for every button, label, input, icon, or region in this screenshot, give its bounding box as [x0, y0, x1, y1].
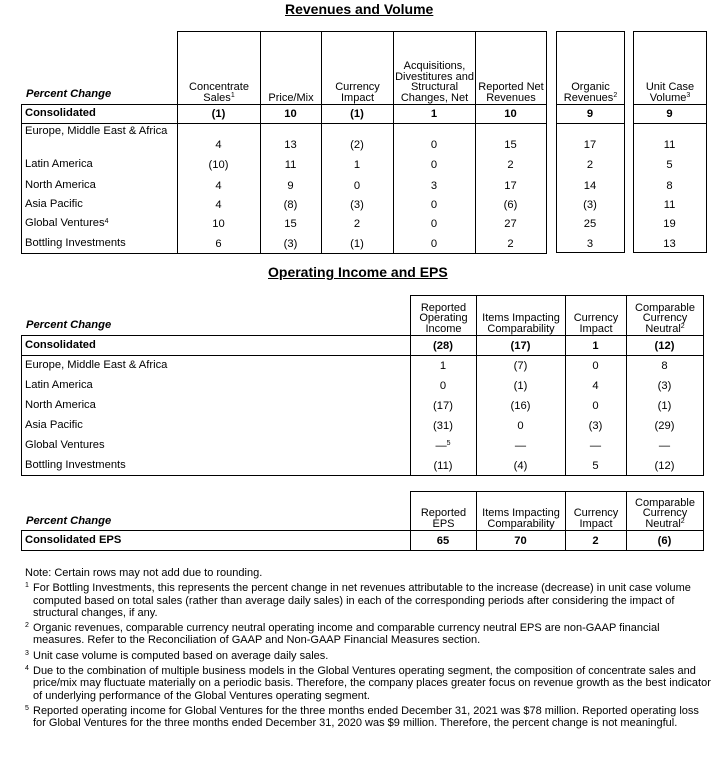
table-cell: 17 [504, 180, 517, 192]
footnote-marker: 5 [25, 704, 29, 712]
table-cell: 9 [666, 108, 673, 120]
row-label: Asia Pacific [25, 198, 83, 210]
table-cell: 15 [284, 218, 297, 230]
row-label: Global Ventures [25, 439, 105, 451]
footnote [25, 650, 713, 662]
footnote [25, 582, 713, 619]
grid-line [21, 335, 22, 475]
table-cell: (3) [657, 380, 672, 392]
operating-title: Operating Income and EPS [268, 264, 448, 280]
table-cell: 0 [430, 139, 438, 151]
row-label: Latin America [25, 158, 93, 170]
footnote-marker: 3 [686, 91, 691, 99]
table-cell: (1) [657, 400, 672, 412]
footnote-marker: 4 [25, 665, 29, 673]
table-cell: (17) [433, 400, 453, 412]
table-cell: —$^5$ [435, 440, 451, 452]
footnote-marker: 2 [25, 622, 29, 630]
table-cell: 1 [430, 108, 438, 120]
table-cell: 0 [517, 420, 524, 432]
table-cell: 4 [215, 139, 222, 151]
grid-line [21, 530, 22, 550]
column-header: Reported Net Revenues [478, 81, 544, 104]
grid-line [703, 530, 704, 550]
table-cell: — [589, 440, 602, 452]
footnote-marker: 3 [25, 649, 29, 657]
grid-line [546, 104, 547, 253]
table-cell: 0 [592, 360, 599, 372]
grid-line [21, 104, 22, 253]
column-header: Comparable Currency Neutral$^2$ [635, 496, 695, 530]
table-cell: (2) [350, 139, 364, 151]
bottom-rule [21, 253, 547, 254]
table-cell: (10) [208, 159, 229, 171]
column-header: Price/Mix [268, 91, 314, 104]
table-cell: 4 [215, 180, 222, 192]
table-cell: 0 [592, 400, 599, 412]
table-cell: 8 [666, 180, 673, 192]
row-label: Asia Pacific [25, 419, 83, 431]
table-cell: (1) [211, 108, 226, 120]
header-rule [556, 104, 625, 105]
column-header: Items Impacting Comparability [482, 312, 560, 335]
table-cell: — [658, 440, 671, 452]
header-rule [633, 104, 707, 105]
footnote [25, 622, 713, 647]
table-cell: (16) [510, 400, 531, 412]
column-header: Currency Impact [573, 507, 619, 530]
row-label: North America [25, 179, 96, 191]
table-cell: 5 [592, 460, 599, 472]
table-cell: (28) [433, 340, 453, 352]
table-cell: 0 [430, 159, 438, 171]
corner-label: Percent Change [26, 319, 112, 331]
table-cell: 14 [583, 180, 597, 192]
table-cell: (11) [433, 460, 453, 472]
table-cell: (3) [350, 199, 364, 211]
column-header: Reported EPS [420, 507, 467, 530]
row-label: Consolidated [25, 339, 96, 351]
column-header: Concentrate Sales$^1$ [189, 81, 249, 104]
table-cell: 10 [284, 108, 297, 120]
footnote-text: Organic revenues, comparable currency neutral operating income and comparable currency neutral EPS are non-GAAP financial measures. Refer to the Reconciliation of GAAP and Non-GAAP Financial Measures section. [33, 622, 660, 647]
table-cell: 3 [430, 180, 438, 192]
table-cell: (8) [283, 199, 298, 211]
column-header: Currency Impact [573, 312, 619, 335]
table-cell: (6) [503, 199, 518, 211]
grid-line [703, 335, 704, 475]
table-cell: (17) [510, 340, 531, 352]
table-cell: 70 [514, 535, 527, 547]
row-label: Latin America [25, 379, 93, 391]
footnote-text: For Bottling Investments, this represents the percent change in net revenues attributable to the increase (decrease) in unit case volume computed based on total sales (rather than average daily sales) in each of the corresponding periods after considering the impact of structural changes, if any. [33, 582, 691, 619]
table-cell: (1) [350, 108, 364, 120]
footnote-text: Reported operating income for Global Ventures for the three months ended December 31, 2021 was $78 million. Reported operating loss for Global Ventures for the three months ended December 31, 2020 was $9 million. Therefore, the percent change is not meaningful. [33, 704, 699, 730]
table-cell: 0 [430, 199, 438, 211]
table-cell: (3) [583, 199, 597, 211]
table-cell: 5 [666, 159, 673, 171]
table-cell: 8 [661, 360, 668, 372]
table-cell: 4 [592, 380, 599, 392]
table-cell: (6) [657, 535, 672, 547]
table-cell: 65 [436, 535, 450, 547]
table-cell: 4 [215, 199, 222, 211]
table-cell: (3) [588, 420, 603, 432]
table-cell: 0 [353, 180, 361, 192]
table-cell: 2 [353, 218, 361, 230]
table-cell: 11 [663, 199, 676, 211]
table-cell: 11 [663, 139, 676, 151]
table-cell: 0 [439, 380, 447, 392]
row-label: Consolidated [25, 107, 96, 119]
table-cell: (29) [654, 420, 675, 432]
footnote-marker: 2 [680, 322, 685, 330]
column-header: Acquisitions, Divestitures and Structural Changes, Net [395, 60, 474, 104]
row-label: Europe, Middle East & Africa [25, 359, 168, 371]
table-cell: 1 [439, 360, 447, 372]
footnote-marker: 2 [613, 91, 618, 99]
table-cell: — [514, 440, 527, 452]
header-rule [21, 104, 547, 105]
footnote-marker: 4 [104, 218, 109, 225]
table-cell: 1 [353, 159, 361, 171]
table-cell: 27 [504, 218, 517, 230]
corner-label: Percent Change [26, 515, 112, 527]
table-cell: 15 [504, 139, 517, 151]
footnote-marker: 5 [446, 440, 451, 447]
table-cell: 25 [583, 218, 597, 230]
table-cell: (7) [513, 360, 528, 372]
table-cell: (4) [513, 460, 528, 472]
table-cell: 1 [592, 340, 599, 352]
header-rule [21, 335, 704, 336]
table-cell: 2 [507, 159, 514, 171]
footnote [25, 665, 713, 702]
column-header: Reported Operating Income [419, 301, 468, 335]
table-cell: (12) [654, 340, 675, 352]
footnotes [25, 567, 713, 733]
row-label: Bottling Investments [25, 459, 126, 471]
table-cell: 13 [663, 238, 676, 250]
table-cell: 10 [504, 108, 517, 120]
table-cell: 0 [430, 238, 438, 250]
table-cell: (3) [283, 238, 298, 250]
consolidated-rule [21, 355, 704, 356]
column-header: Unit Case Volume$^3$ [645, 81, 695, 104]
table-cell: (1) [350, 238, 364, 250]
consolidated-rule [21, 123, 547, 124]
bottom-rule [21, 550, 704, 551]
row-label: Europe, Middle East & Africa [25, 125, 168, 137]
row-label: North America [25, 399, 96, 411]
consolidated-rule [556, 123, 625, 124]
column-header: Organic Revenues$^2$ [563, 81, 618, 104]
row-label: Bottling Investments [25, 237, 126, 249]
header-rule [21, 530, 704, 531]
column-header: Items Impacting Comparability [482, 507, 560, 530]
note-intro: Note: Certain rows may not add due to rounding. [25, 567, 263, 579]
footnote [25, 705, 713, 730]
table-cell: 13 [284, 139, 297, 151]
table-cell: 2 [592, 535, 599, 547]
footnote-marker: 2 [680, 517, 685, 525]
table-cell: 17 [583, 139, 597, 151]
table-cell: 10 [212, 218, 225, 230]
table-cell: 11 [284, 159, 297, 171]
table-cell: 19 [663, 218, 676, 230]
footnote-marker: 1 [25, 582, 29, 590]
table-cell: (31) [433, 420, 453, 432]
table-cell: (1) [513, 380, 528, 392]
footnote-text: Due to the combination of multiple business models in the Global Ventures operating segment, the composition of concentrate sales and price/mix may fluctuate materially on a periodic basis. Therefore, the company places greater focus on revenue growth as the best indicator of underlying performance of the Global Ventures operating segment. [33, 665, 711, 702]
bottom-rule [21, 475, 704, 476]
row-label: Consolidated EPS [25, 534, 122, 546]
row-label: Global Ventures$^4$ [25, 217, 109, 229]
footnote-text: Unit case volume is computed based on average daily sales. [33, 649, 329, 662]
table-cell: 2 [507, 238, 514, 250]
table-cell: 0 [430, 218, 438, 230]
corner-label: Percent Change [26, 88, 112, 100]
table-cell: (12) [654, 460, 675, 472]
consolidated-rule [633, 123, 707, 124]
table-cell: 6 [215, 238, 222, 250]
table-cell: 2 [586, 159, 594, 171]
revenues-title: Revenues and Volume [285, 1, 434, 17]
table-cell: 3 [586, 238, 594, 250]
table-cell: 9 [287, 180, 294, 192]
table-cell: 9 [586, 108, 594, 120]
footnote-marker: 1 [230, 91, 235, 99]
column-header: Currency Impact [335, 81, 380, 104]
column-header: Comparable Currency Neutral$^2$ [635, 301, 695, 335]
